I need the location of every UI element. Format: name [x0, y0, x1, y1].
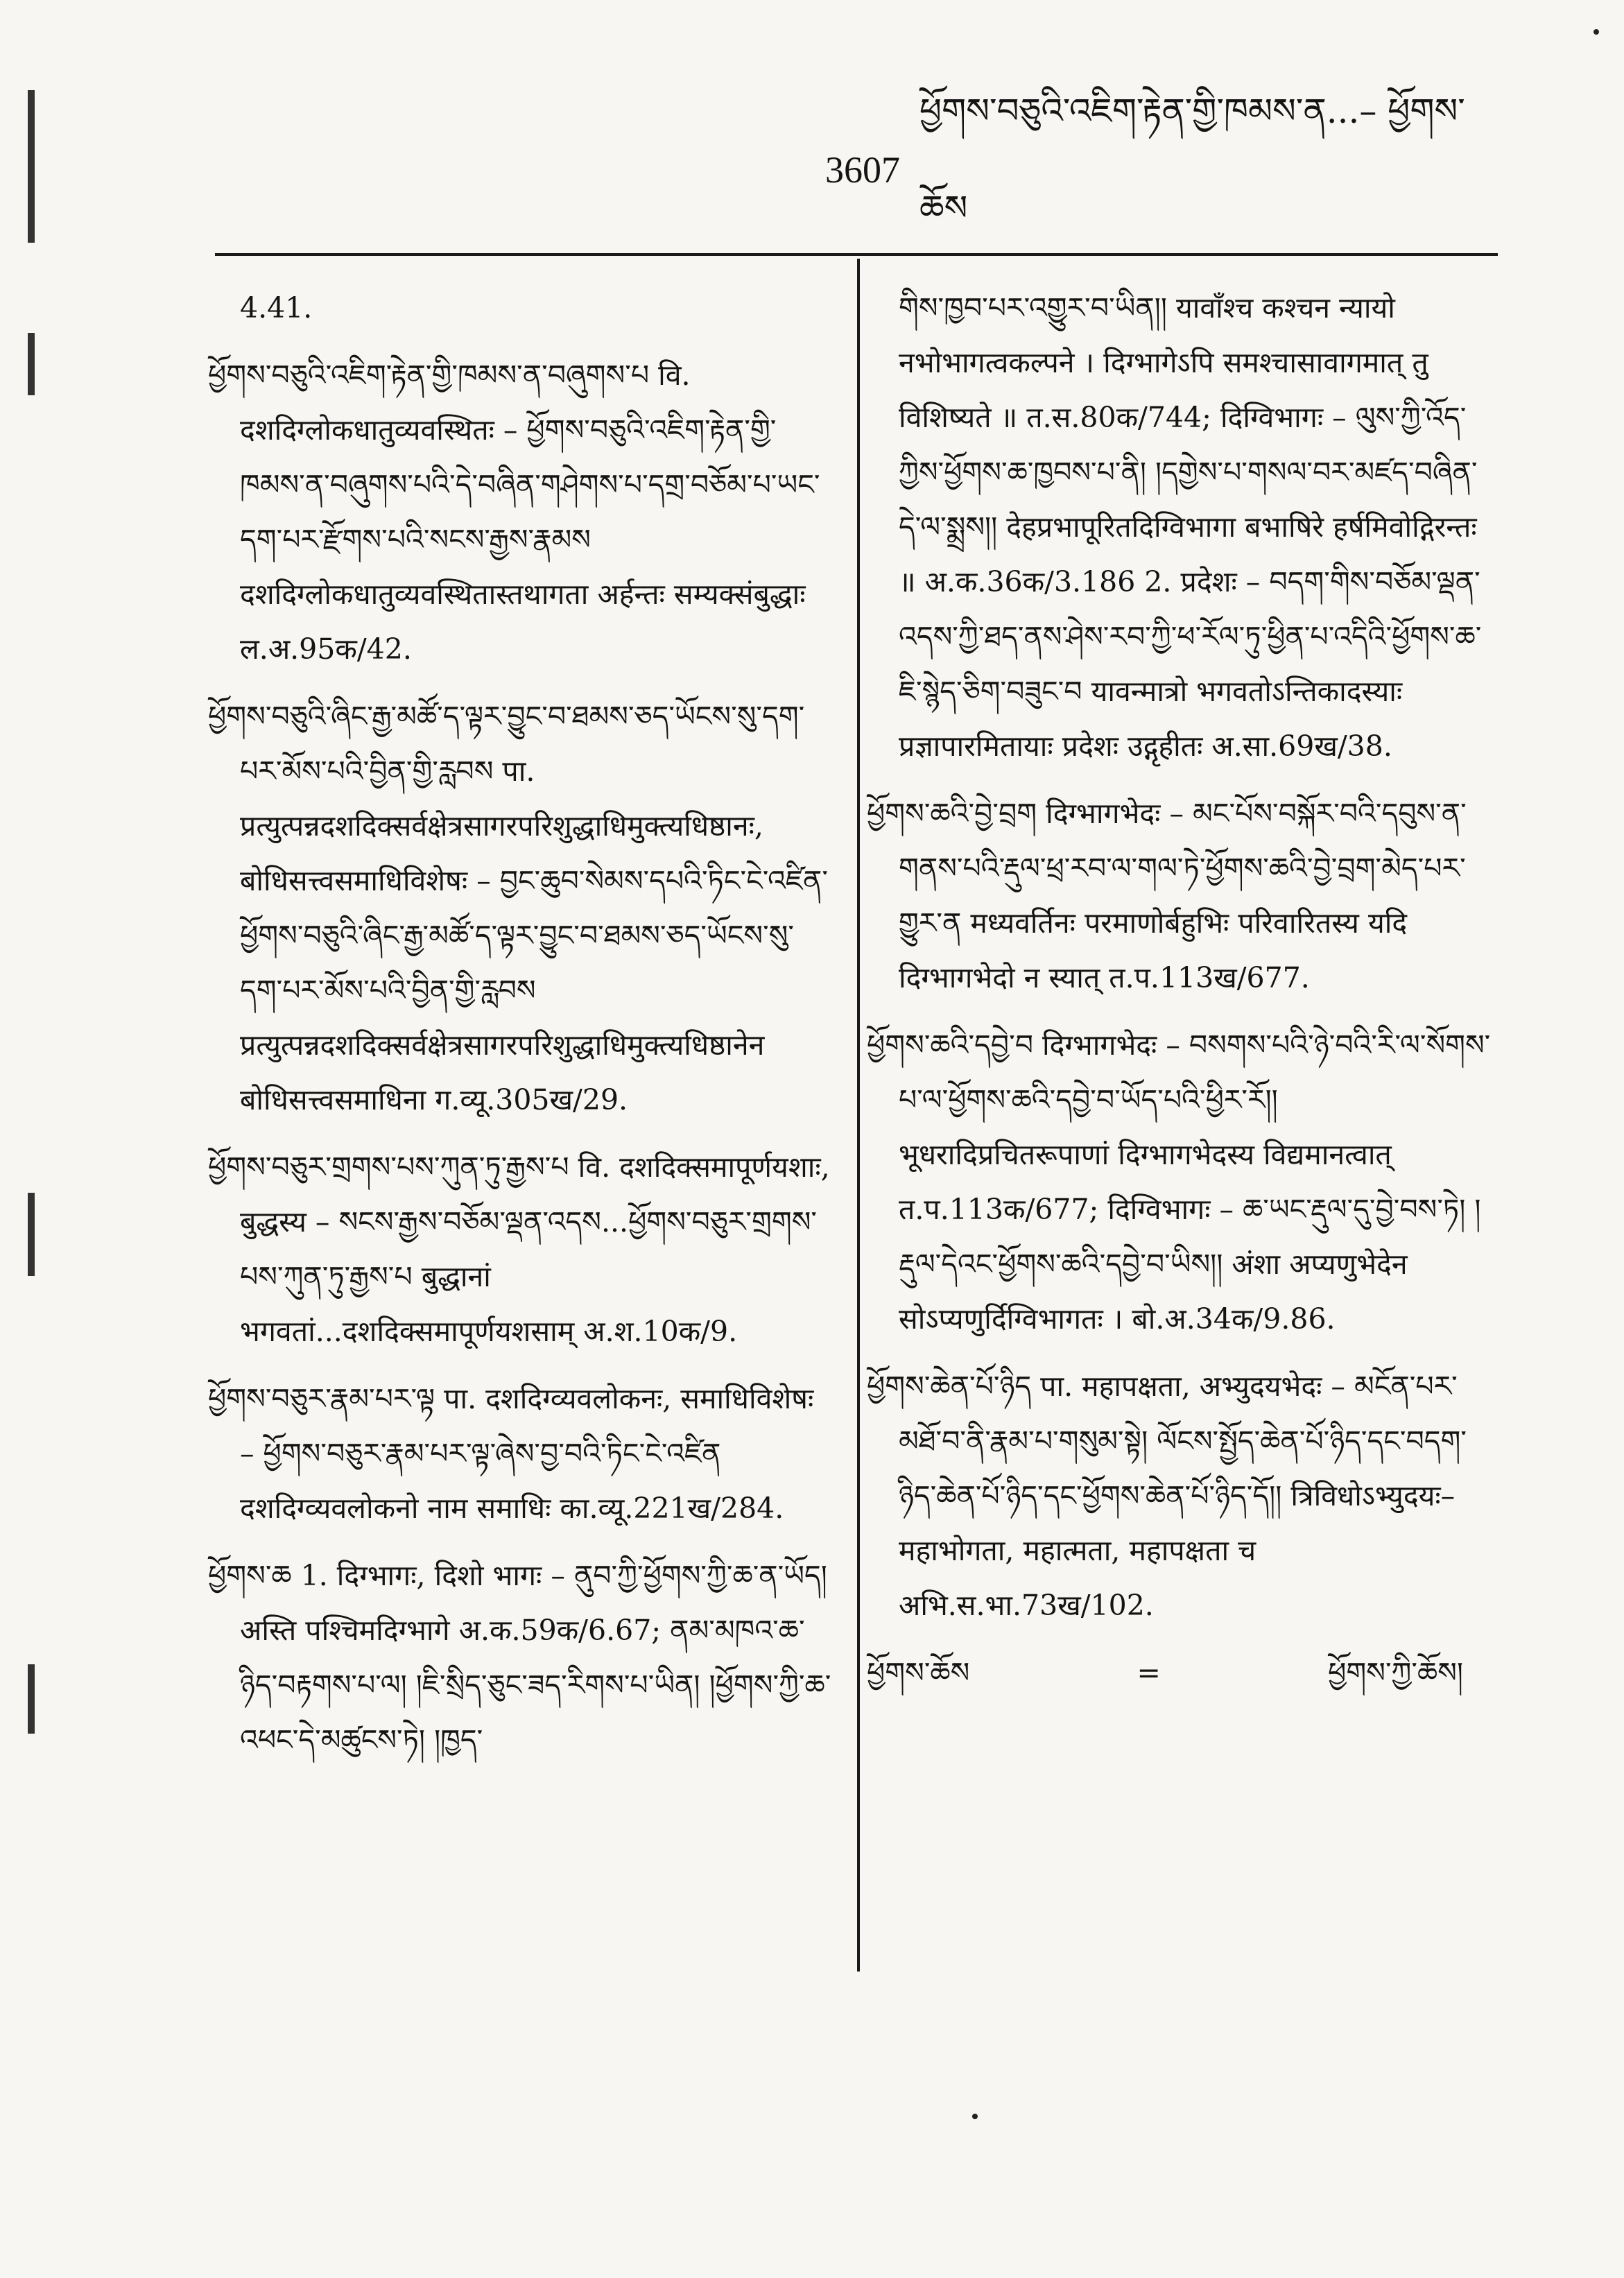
speck — [972, 2114, 978, 2119]
entry-continuation: གིས་ཁྱབ་པར་འགྱུར་བ་ཡིན།། यावाँश्च कश्चन न्यायो नभोभागत्वकल्पने । दिग्भागेऽपि समश्चासावागमात् तु विशिष्यते ॥ त.स.80क/744; दिग्विभागः – ལུས་ཀྱི་འོད་ཀྱིས་ཕྱོགས་ཆ་ཁྱབས་པ་ནི། །དགྱེས་པ་གསལ་བར་མཛད་བཞིན་དེ་ལ་སྨྲས།། देहप्रभापूरितदिग्विभागा बभाषिरे हर्षमिवोद्गिरन्तः ॥ अ.क.36क/3.186 2. प्रदेशः – བདག་གིས་བཅོམ་ལྡན་འདས་ཀྱི་ཐད་ནས་ཤེས་རབ་ཀྱི་ཕ་རོལ་ཏུ་ཕྱིན་པ་འདིའི་ཕྱོགས་ཆ་ཇི་སྙེད་ཅིག་བཟུང་བ यावन्मात्रो भगवतोऽन्तिकादस्याः प्रज्ञापारमितायाः प्रदेशः उद्गृहीतः अ.सा.69ख/38. — [899, 291, 1482, 763]
cross-reference-target: ཕྱོགས་ཀྱི་ཆོས། — [1328, 1656, 1463, 1689]
right-column — [867, 281, 1491, 1700]
dictionary-entry: ཕྱོགས་བཅུར་རྣམ་པར་ལྟ पा. दशदिग्व्यवलोकनः, समाधिविशेषः – ཕྱོགས་བཅུར་རྣམ་པར་ལྟ་ཞེས་བྱ་བའི་ཏིང་ངེ་འཛིན दशदिग्व्यवलोकनो नाम समाधिः का.व्यू.221ख/284. — [208, 1382, 814, 1525]
dictionary-entry: ཕྱོགས་ཆའི་བྱེ་བྲག दिग्भागभेदः – མང་པོས་བསྐོར་བའི་དབུས་ན་གནས་པའི་རྡུལ་ཕྲ་རབ་ལ་གལ་ཏེ་ཕྱོགས་ཆའི་བྱེ་བྲག་མེད་པར་གྱུར་ན मध्यवर्तिनः परमाणोर्बहुभिः परिवारितस्य यदि दिग्भागभेदो न स्यात् त.प.113ख/677. — [867, 797, 1467, 994]
equals-sign: = — [1137, 1656, 1161, 1689]
dictionary-entry: ཕྱོགས་ཆེན་པོ་ཉིད पा. महापक्षता, अभ्युदयभेदः – མངོན་པར་མཐོ་བ་ནི་རྣམ་པ་གསུམ་སྟེ། ལོངས་སྤྱོད་ཆེན་པོ་ཉིད་དང་བདག་ཉིད་ཆེན་པོ་ཉིད་དང་ཕྱོགས་ཆེན་པོ་ཉིད་དོ།། त्रिविधोऽभ्युदयः–महाभोगता, महात्मता, महापक्षता च अभि.स.भा.73ख/102. — [867, 1370, 1467, 1622]
entry-continuation: 4.41. — [240, 291, 313, 325]
margin-mark — [28, 1193, 35, 1276]
margin-mark — [28, 1664, 35, 1734]
page-number: 3607 — [825, 149, 900, 191]
header-rule — [215, 253, 1498, 256]
column-divider — [857, 259, 860, 1971]
running-title: ཕྱོགས་བཅུའི་འཇིག་རྟེན་གྱི་ཁམས་ན...– ཕྱོགས་ཆོས — [919, 91, 1465, 228]
speck — [1593, 29, 1599, 35]
left-column — [208, 281, 832, 1780]
page-header — [825, 91, 1491, 228]
dictionary-entry: ཕྱོགས་ཆ 1. दिग्भागः, दिशो भागः – ནུབ་ཀྱི་ཕྱོགས་ཀྱི་ཆ་ན་ཡོད། अस्ति पश्चिमदिग्भागे अ.क.59क/6.67; ནམ་མཁའ་ཆ་ཉིད་བརྟགས་པ་ལ། །ཇི་སྲིད་ཅུང་ཟད་རིགས་པ་ཡིན། །ཕྱོགས་ཀྱི་ཆ་འཕང་དེ་མཚུངས་ཏེ། །ཁྱད་ — [208, 1559, 831, 1757]
dictionary-entry: ཕྱོགས་བཅུའི་འཇིག་རྟེན་གྱི་ཁམས་ན་བཞུགས་པ वि. दशदिग्लोकधातुव्यवस्थितः – ཕྱོགས་བཅུའི་འཇིག་རྟེན་གྱི་ཁམས་ན་བཞུགས་པའི་དེ་བཞིན་གཤེགས་པ་དགྲ་བཅོམ་པ་ཡང་དག་པར་རྫོགས་པའི་སངས་རྒྱས་རྣམས दशदिग्लोकधातुव्यवस्थितास्तथागता अर्हन्तः सम्यक्संबुद्धाः ल.अ.95क/42. — [208, 359, 820, 666]
margin-mark — [28, 90, 35, 243]
dictionary-entry: ཕྱོགས་ཆའི་དབྱེ་བ दिग्भागभेदः – བསགས་པའི་ཉེ་བའི་རི་ལ་སོགས་པ་ལ་ཕྱོགས་ཆའི་དབྱེ་བ་ཡོད་པའི་ཕྱིར་རོ།། भूधरादिप्रचितरूपाणां दिग्भागभेदस्य विद्यमानत्वात् त.प.113क/677; दिग्विभागः – ཆ་ཡང་རྡུལ་དུ་བྱེ་བས་ཏེ། །རྡུལ་དེའང་ཕྱོགས་ཆའི་དབྱེ་བ་ཡིས།། अंशा अप्यणुभेदेन सोऽप्यणुर्दिग्विभागतः । बो.अ.34क/9.86. — [867, 1028, 1491, 1336]
dictionary-entry: ཕྱོགས་བཅུར་གྲགས་པས་ཀུན་ཏུ་རྒྱས་པ वि. दशदिक्समापूर्णयशाः, बुद्धस्य – སངས་རྒྱས་བཅོམ་ལྡན་འདས...ཕྱོགས་བཅུར་གྲགས་པས་ཀུན་ཏུ་རྒྱས་པ बुद्धानां भगवतां...दशदिक्समापूर्णयशसाम् अ.श.10क/9. — [208, 1150, 830, 1348]
dictionary-entry: ཕྱོགས་བཅུའི་ཞིང་རྒྱ་མཚོ་ད་ལྟར་བྱུང་བ་ཐམས་ཅད་ཡོངས་སུ་དག་པར་མོས་པའི་བྱིན་གྱི་རླབས पा. प्रत्युत्पन्नदशदिक्सर्वक्षेत्रसागरपरिशुद्धाधिमुक्त्यधिष्ठानः, बोधिसत्त्वसमाधिविशेषः – བྱང་ཆུབ་སེམས་དཔའི་ཏིང་ངེ་འཛིན་ཕྱོགས་བཅུའི་ཞིང་རྒྱ་མཚོ་ད་ལྟར་བྱུང་བ་ཐམས་ཅད་ཡོངས་སུ་དག་པར་མོས་པའི་བྱིན་གྱི་རླབས प्रत्युत्पन्नदशदिक्सर्वक्षेत्रसागरपरिशुद्धाधिमुक्त्यधिष्ठानेन बोधिसत्त्वसमाधिना ग.व्यू.305ख/29. — [208, 700, 828, 1116]
cross-reference-headword: ཕྱོགས་ཆོས — [867, 1656, 970, 1689]
cross-reference-entry — [867, 1646, 1491, 1700]
margin-mark — [28, 333, 35, 395]
